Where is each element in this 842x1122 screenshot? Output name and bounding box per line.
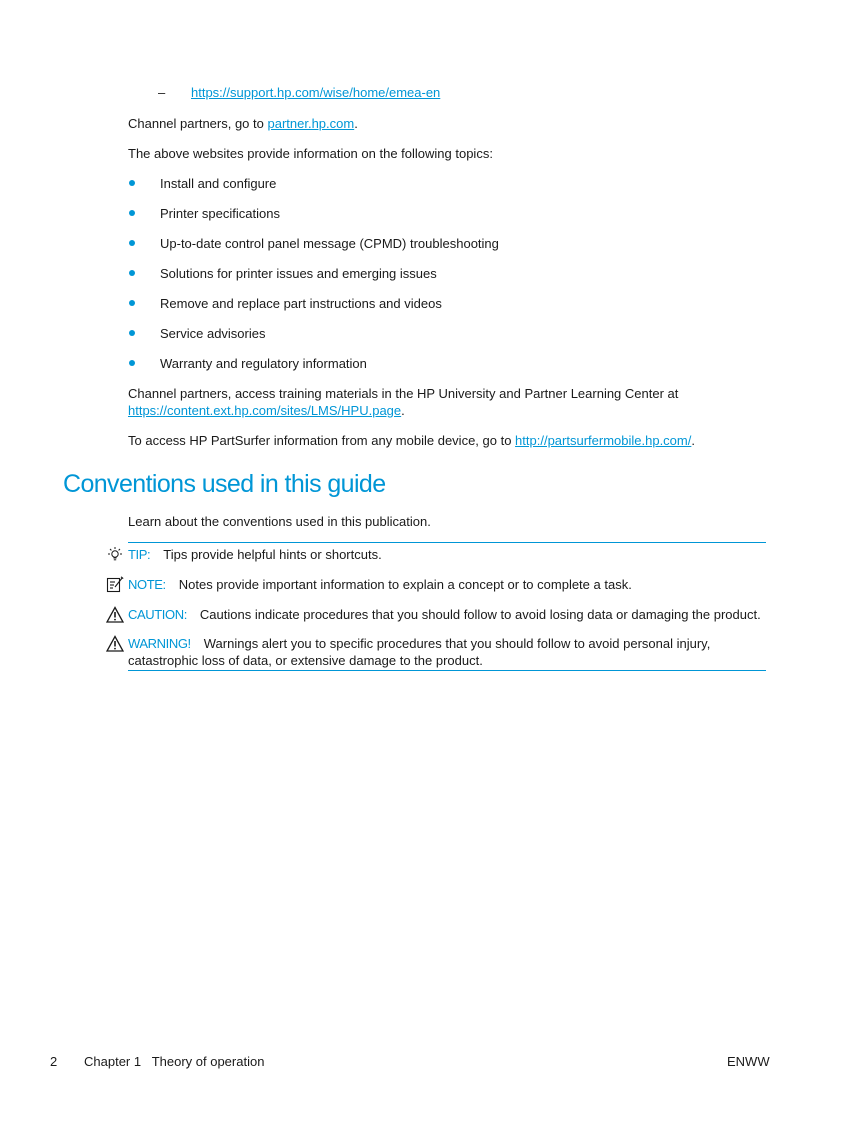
topic-text: Warranty and regulatory information (160, 356, 367, 371)
warning-triangle-icon (106, 635, 124, 652)
tip-row (106, 546, 382, 563)
warning-text-line2: catastrophic loss of data, or extensive damage to the product. (128, 653, 483, 668)
footer-code: ENWW (727, 1054, 770, 1069)
bullet-icon (129, 180, 135, 186)
list-item (128, 295, 499, 325)
bullet-icon (129, 210, 135, 216)
training-text: Channel partners, access training materials in the HP University and Partner Learning Center at (128, 386, 679, 401)
note-row (106, 576, 632, 593)
support-link-line (158, 85, 440, 100)
channel-partners-suffix: . (354, 116, 358, 131)
partsurfer-paragraph (128, 432, 768, 449)
chapter-title: Chapter 1 Theory of operation (84, 1054, 265, 1069)
warning-text-line1: Warnings alert you to specific procedures that you should follow to avoid personal injury, (203, 636, 711, 651)
topic-text: Install and configure (160, 176, 277, 191)
partsurfer-suffix: . (691, 433, 695, 448)
note-pencil-icon (106, 576, 124, 593)
bullet-icon (129, 330, 135, 336)
list-item (128, 325, 499, 355)
partner-link[interactable]: partner.hp.com (267, 116, 355, 131)
training-link[interactable]: https://content.ext.hp.com/sites/LMS/HPU.page (128, 403, 402, 418)
section-title: Conventions used in this guide (63, 470, 386, 498)
support-link[interactable]: https://support.hp.com/wise/home/emea-en (191, 85, 441, 100)
bullet-icon (129, 360, 135, 366)
page-number: 2 (50, 1054, 58, 1069)
list-item (128, 235, 499, 265)
tip-label: TIP: (128, 547, 151, 562)
warning-block (106, 635, 766, 669)
partsurfer-prefix: To access HP PartSurfer information from any mobile device, go to (128, 433, 516, 448)
websites-intro: The above websites provide information on the following topics: (128, 146, 493, 161)
bottom-rule (128, 670, 766, 671)
bullet-icon (129, 240, 135, 246)
warning-row (106, 635, 766, 652)
topic-text: Up-to-date control panel message (CPMD) troubleshooting (160, 236, 499, 251)
topic-text: Remove and replace part instructions and videos (160, 296, 442, 311)
channel-partners-prefix: Channel partners, go to (128, 116, 268, 131)
warning-label: WARNING! (128, 636, 191, 651)
topic-text: Printer specifications (160, 206, 280, 221)
partsurfer-link[interactable]: http://partsurfermobile.hp.com/ (515, 433, 692, 448)
topics-list (128, 175, 499, 385)
training-paragraph (128, 385, 768, 419)
training-suffix: . (401, 403, 405, 418)
lightbulb-icon (106, 546, 124, 563)
note-text: Notes provide important information to explain a concept or to complete a task. (178, 577, 632, 592)
note-label: NOTE: (128, 577, 166, 592)
list-dash: – (158, 85, 166, 100)
list-item (128, 175, 499, 205)
caution-text: Cautions indicate procedures that you should follow to avoid losing data or damaging the product. (199, 607, 761, 622)
caution-row (106, 606, 761, 623)
channel-partners-paragraph (128, 115, 768, 132)
list-item (128, 205, 499, 235)
list-item (128, 355, 499, 385)
bullet-icon (129, 270, 135, 276)
caution-label: CAUTION: (128, 607, 187, 622)
topic-text: Solutions for printer issues and emerging issues (160, 266, 437, 281)
top-rule (128, 542, 766, 543)
list-item (128, 265, 499, 295)
section-intro: Learn about the conventions used in this publication. (128, 514, 431, 529)
warning-triangle-icon (106, 606, 124, 623)
topic-text: Service advisories (160, 326, 266, 341)
tip-text: Tips provide helpful hints or shortcuts. (163, 547, 382, 562)
bullet-icon (129, 300, 135, 306)
